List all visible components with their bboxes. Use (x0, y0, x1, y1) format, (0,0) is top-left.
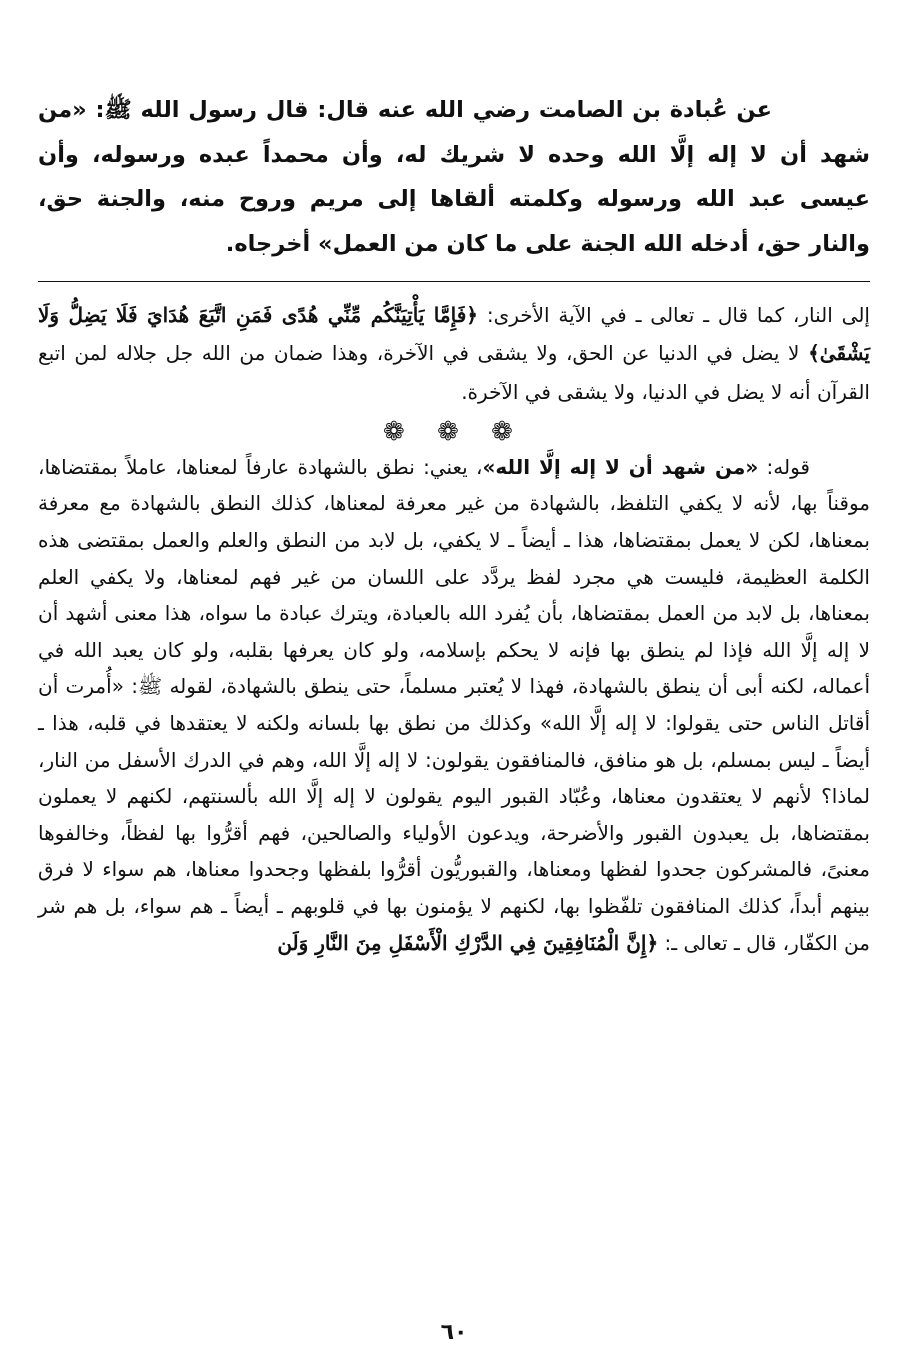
page-number: ٦٠ (440, 1320, 468, 1345)
commentary-part-2: لا يضل في الدنيا عن الحق، ولا يشقى في الآخرة، وهذا ضمان من الله جل جلاله لمن اتبع القرآن أنه لا يضل في الدنيا، ولا يشقى في الآخرة. (38, 341, 870, 404)
explanation-quote: «من شهد أن لا إله إلَّا الله» (482, 454, 759, 479)
explanation-intro: قوله: (758, 454, 810, 479)
commentary-part-1: إلى النار، كما قال ـ تعالى ـ في الآية الأخرى: (477, 303, 870, 327)
section-separator-stars: ❁ ❁ ❁ (383, 416, 525, 447)
quran-verse-1: ﴿فَإِمَّا يَأْتِيَنَّكُم مِّنِّي هُدًى فَمَنِ اتَّبَعَ هُدَايَ فَلَا يَضِلُّ وَلَا يَشْقَىٰ﴾ (38, 303, 870, 366)
quran-verse-2: ﴿إِنَّ الْمُنَافِقِينَ فِي الدَّرْكِ الْأَسْفَلِ مِنَ النَّارِ وَلَن (277, 930, 659, 955)
previous-commentary (38, 296, 870, 411)
hadith-text: عن عُبادة بن الصامت رضي الله عنه قال: قال رسول الله ﷺ: «من شهد أن لا إله إلَّا الله وحده لا شريك له، وأن محمداً عبده ورسوله، وأن عيسى عبد الله ورسوله وكلمته ألقاها إلى مريم وروح منه، والجنة حق، والنار حق، أدخله الله الجنة على ما كان من العمل» أخرجاه. (38, 97, 870, 257)
explanation-body: ، يعني: نطق بالشهادة عارفاً لمعناها، عاملاً بمقتضاها، موقناً بها، لأنه لا يكفي التلفظ، بالشهادة من غير معرفة لمعناها، كذلك النطق بالشهادة مع معرفة بمعناها، لكن لا يعمل بمقتضاها، هذا ـ أيضاً ـ لا يكفي، بل لابد من النطق والعلم والعمل بمقتضى هذه الكلمة العظيمة، فليست هي مجرد لفظ يردَّد على اللسان من غير فهم لمعناها، ولا يكفي العلم بمعناها، بل لابد من العمل بمقتضاها، بأن يُفرد الله بالعبادة، ويترك عبادة ما سواه، هذا معنى أشهد أن لا إله إلَّا الله فإذا لم ينطق بها فإنه لا يحكم بإسلامه، ولو كان يعرفها بقلبه، ولو كان يعبد الله في أعماله، لكنه أبى أن ينطق بالشهادة، فهذا لا يُعتبر مسلماً، حتى ينطق بالشهادة، لقوله ﷺ: «أُمرت أن أقاتل الناس حتى يقولوا: لا إله إلَّا الله» وكذلك من نطق بها بلسانه ولكنه لا يعتقدها في قلبه، هذا ـ أيضاً ـ ليس بمسلم، بل هو منافق، فالمنافقون يقولون: لا إله إلَّا الله، وهم في الدرك الأسفل من النار، لماذا؟ لأنهم لا يعتقدون معناها، وعُبّاد القبور اليوم يقولون لا إله إلَّا الله بألسنتهم، لكنهم لا يعملون بمقتضاها، بل يعبدون القبور والأضرحة، ويدعون الأولياء والصالحين، فهم أقرُّوا بها لفظاً، وخالفوها معنىً، فالمشركون جحدوا لفظها ومعناها، والقبوريُّون أقرُّوا بلفظها وجحدوا معناها، هم سواء لا فرق بينهم أبداً، كذلك المنافقون تلفّظوا بها، لكنهم لا يؤمنون بها في قلوبهم ـ أيضاً ـ هم سواء، بل هم شر من الكفّار، قال ـ تعالى ـ: (38, 454, 870, 955)
footnote-divider (38, 281, 870, 282)
explanation-paragraph (38, 449, 870, 961)
